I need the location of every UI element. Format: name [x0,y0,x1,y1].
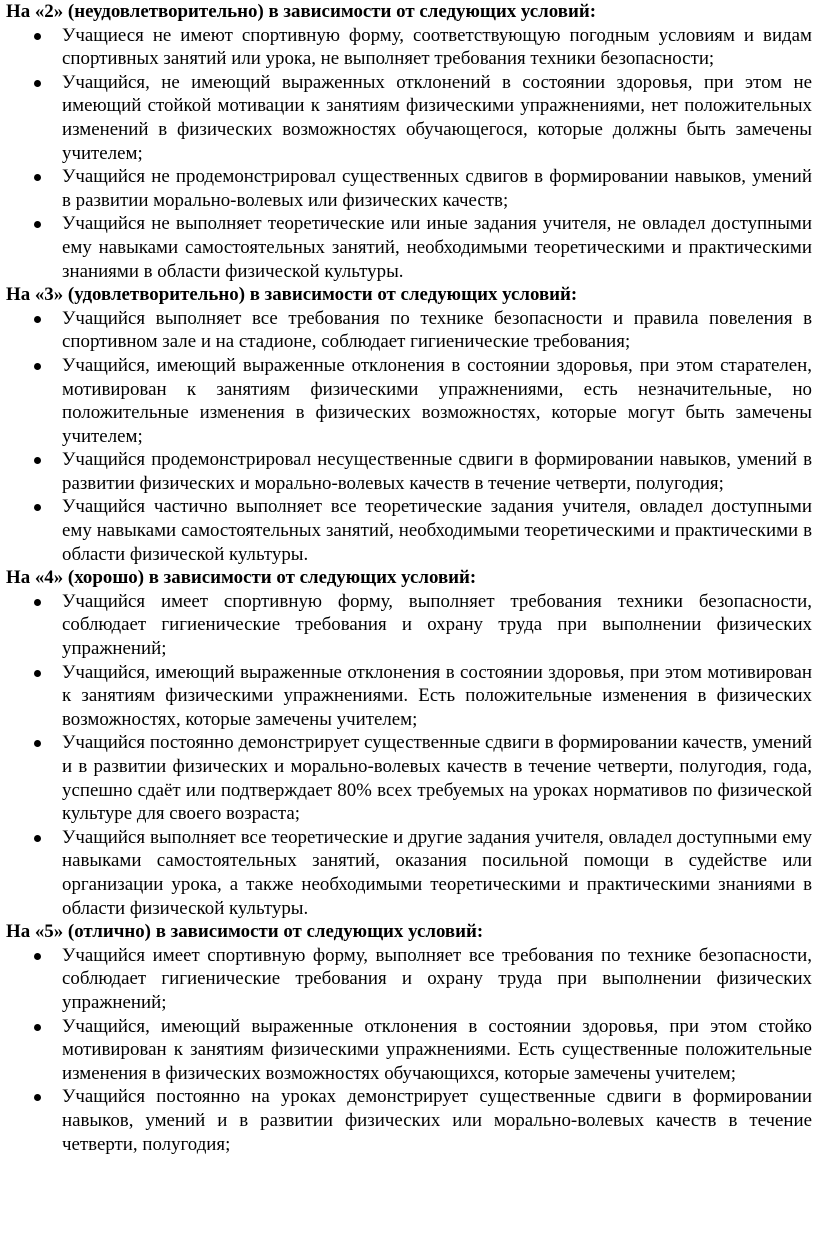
bullet-icon [34,1094,41,1101]
criteria-list [6,307,812,567]
list-item-text: Учащийся, не имеющий выраженных отклонений в состоянии здоровья, при этом не имеющий стойкой мотивации к занятиям физическими упражнениями, нет положительных изменений в физических возможностях обучающегося, которые должны быть замечены учителем; [62,71,812,164]
list-item [62,495,812,566]
list-item-text: Учащийся выполняет все теоретические и другие задания учителя, овладел доступными ему навыками самостоятельных занятий, оказания посильной помощи в судействе или организации урока, а также необходимыми теоретическими и практическими знаниями в области физической культуры. [62,826,812,919]
list-item-text: Учащийся имеет спортивную форму, выполняет требования техники безопасности, соблюдает гигиенические требования и охрану труда при выполнении физических упражнений; [62,590,812,660]
list-item [62,590,812,661]
bullet-icon [34,504,41,511]
bullet-icon [34,80,41,87]
grade-5-section [6,920,812,1156]
list-item [62,71,812,165]
list-item [62,24,812,71]
bullet-icon [34,457,41,464]
list-item [62,944,812,1015]
list-item [62,826,812,920]
section-heading: На «4» (хорошо) в зависимости от следующих условий: [6,567,477,589]
list-item-text: Учащийся, имеющий выраженные отклонения в состоянии здоровья, при этом стойко мотивирован к занятиям физическими упражнениями. Есть существенные положительные изменения в физических возможностях обучающихся, которые замечены учителем; [62,1015,812,1084]
list-item [62,165,812,212]
bullet-icon [34,599,41,606]
list-item-text: Учащийся продемонстрировал несущественные сдвиги в формировании навыков, умений в развитии физических и морально-волевых качеств в течение четверти, полугодия; [62,449,812,494]
list-item-text: Учащийся частично выполняет все теоретические задания учителя, овладел доступными ему навыками самостоятельных занятий, необходимыми теоретическими и практическими в области физической культуры. [62,496,812,565]
list-item-text: Учащийся постоянно демонстрирует существенные сдвиги в формировании качеств, умений и в развитии физических и морально-волевых качеств в течение четверти, полугодия, года, успешно сдаёт или подтверждает 80% всех требуемых на уроках нормативов по физической культуре для своего возраста; [62,732,812,825]
bullet-icon [34,363,41,370]
list-item-text: Учащийся постоянно на уроках демонстрирует существенные сдвиги в формировании навыков, умений и в развитии физических или морально-волевых качеств в течение четверти, полугодия; [62,1086,812,1155]
list-item [62,354,812,448]
grade-4-section [6,566,812,920]
list-item [62,661,812,732]
list-item [62,448,812,495]
list-item [62,1085,812,1156]
bullet-icon [34,1024,41,1031]
list-item [62,731,812,825]
bullet-icon [34,740,41,747]
bullet-icon [34,174,41,181]
bullet-icon [34,670,41,677]
grade-2-section [6,0,812,283]
bullet-icon [34,316,41,323]
section-heading: На «2» (неудовлетворительно) в зависимости от следующих условий: [6,1,596,22]
bullet-icon [34,221,41,228]
list-item-text: Учащиеся не имеют спортивную форму, соответствующую погодным условиям и видам спортивных занятий или урока, не выполняет требования техники безопасности; [62,24,812,70]
list-item [62,212,812,283]
list-item [62,307,812,354]
section-heading: На «3» (удовлетворительно) в зависимости от следующих условий: [6,284,578,306]
list-item-text: Учащийся имеет спортивную форму, выполняет все требования по технике безопасности, соблюдает гигиенические требования и охрану труда при выполнении физических упражнений; [62,944,812,1013]
list-item-text: Учащийся выполняет все требования по технике безопасности и правила повеления в спортивном зале и на стадионе, соблюдает гигиенические требования; [62,307,812,353]
list-item [62,1015,812,1086]
section-heading: На «5» (отлично) в зависимости от следующих условий: [6,921,484,943]
list-item-text: Учащийся, имеющий выраженные отклонения в состоянии здоровья, при этом старателен, мотивирован к занятиям физическими упражнениями, есть незначительные, но положительные изменения в физических возможностях, которые могут быть замечены учителем; [62,354,812,447]
bullet-icon [34,33,41,40]
grade-3-section [6,283,812,566]
criteria-list [6,944,812,1156]
list-item-text: Учащийся, имеющий выраженные отклонения в состоянии здоровья, при этом мотивирован к занятиям физическими упражнениями. Есть положительные изменения в физических возможностях, которые замечены учителем; [62,661,812,730]
list-item-text: Учащийся не выполняет теоретические или иные задания учителя, не овладел доступными ему навыками самостоятельных занятий, необходимыми теоретическими и практическими знаниями в области физической культуры. [62,213,812,282]
criteria-list [6,590,812,920]
criteria-list [6,24,812,284]
bullet-icon [34,953,41,960]
list-item-text: Учащийся не продемонстрировал существенных сдвигов в формировании навыков, умений в развитии морально-волевых или физических качеств; [62,166,812,211]
bullet-icon [34,835,41,842]
